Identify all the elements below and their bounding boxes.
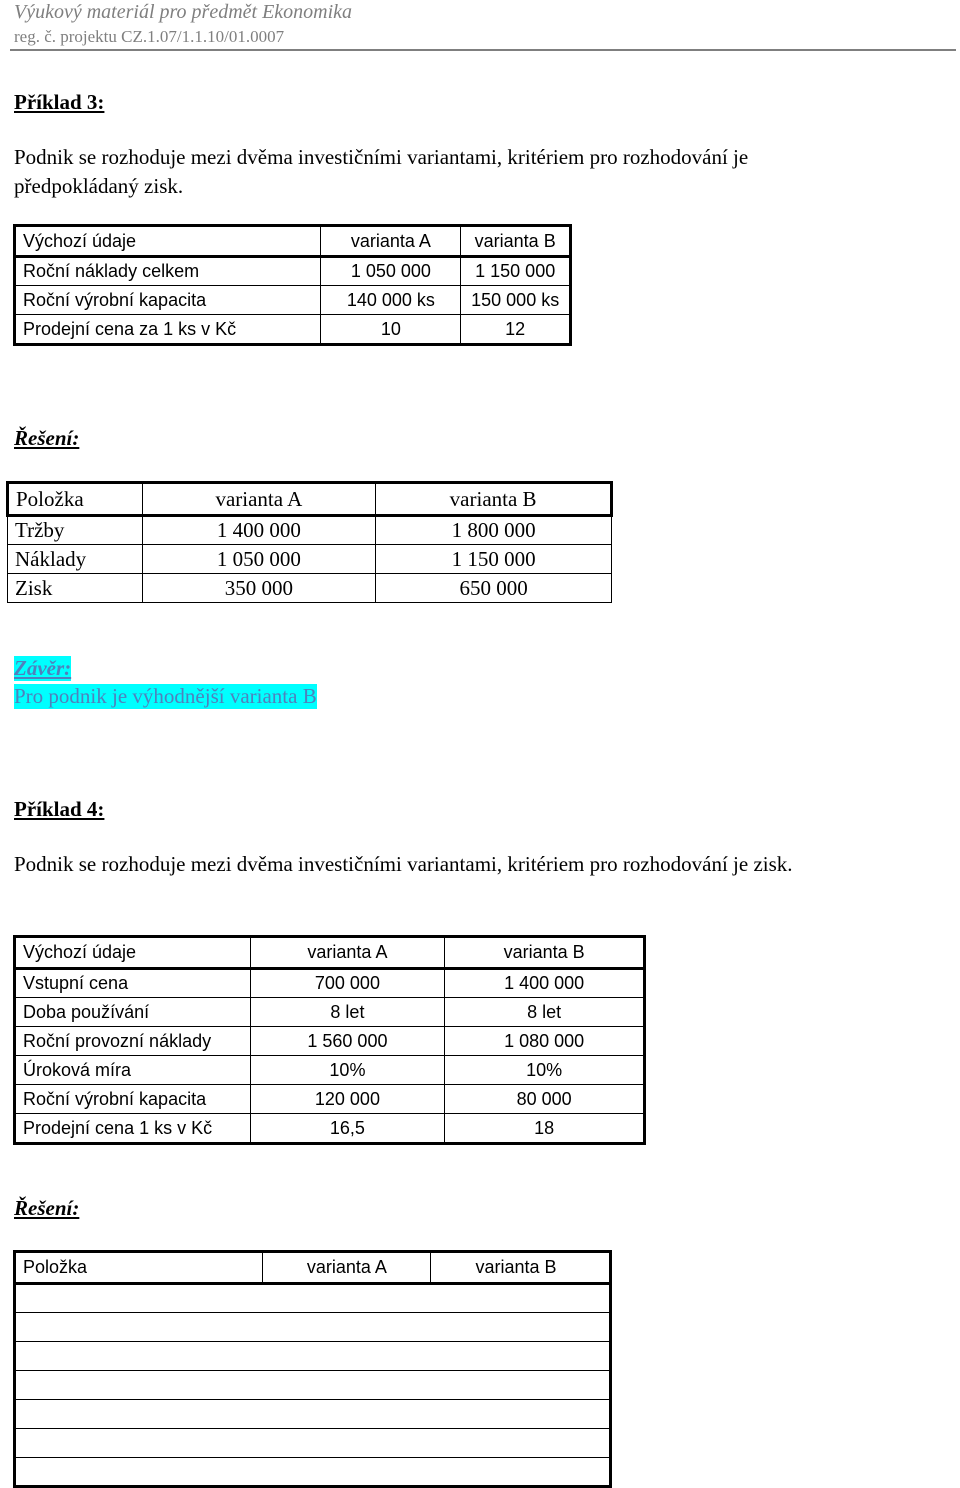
table-row (8, 574, 612, 603)
table-cell: 1 400 000 (142, 516, 376, 545)
empty-row-cell (15, 1429, 611, 1458)
table-header-cell: Položka (8, 483, 143, 516)
empty-row-cell (15, 1458, 611, 1487)
example-3-solution-heading: Řešení: (14, 426, 80, 450)
example-3-text-line-2: předpokládaný zisk. (14, 174, 184, 198)
table-row (15, 1429, 611, 1458)
table-cell: 80 000 (445, 1085, 645, 1114)
table-cell: 1 150 000 (461, 257, 571, 286)
table-header-cell: Položka (15, 1252, 263, 1284)
table-header-row (15, 937, 645, 969)
table-cell: 16,5 (250, 1114, 445, 1144)
header-divider (10, 49, 956, 51)
table-row (15, 1056, 645, 1085)
table-cell: Náklady (8, 545, 143, 574)
table-row (15, 1400, 611, 1429)
table-row (15, 315, 571, 345)
table-cell: Zisk (8, 574, 143, 603)
table-cell: 8 let (445, 998, 645, 1027)
empty-row-cell (15, 1313, 611, 1342)
table-cell: 10% (250, 1056, 445, 1085)
table-header-cell: varianta A (142, 483, 376, 516)
table-header-cell: Výchozí údaje (15, 226, 321, 257)
table-row (15, 286, 571, 315)
table-cell: 1 560 000 (250, 1027, 445, 1056)
table-row (15, 257, 571, 286)
table-cell: Doba používání (15, 998, 251, 1027)
empty-row-cell (15, 1342, 611, 1371)
table-cell: 1 400 000 (445, 969, 645, 998)
example-4-solution-heading: Řešení: (14, 1196, 80, 1220)
table-cell: Prodejní cena za 1 ks v Kč (15, 315, 321, 345)
table-cell: 10% (445, 1056, 645, 1085)
example-4-input-table (13, 935, 646, 1145)
example-4-heading: Příklad 4: (14, 797, 105, 821)
table-header-cell: Výchozí údaje (15, 937, 251, 969)
table-cell: 1 080 000 (445, 1027, 645, 1056)
example-3-text-line-1: Podnik se rozhoduje mezi dvěma investičními variantami, kritériem pro rozhodování je (14, 145, 749, 169)
empty-row-cell (15, 1284, 611, 1313)
table-cell: 8 let (250, 998, 445, 1027)
table-cell: Roční výrobní kapacita (15, 1085, 251, 1114)
example-3-input-table (13, 224, 572, 346)
table-row (15, 1458, 611, 1487)
empty-row-cell (15, 1400, 611, 1429)
table-header-row (8, 483, 612, 516)
table-header-cell: varianta B (445, 937, 645, 969)
table-cell: Vstupní cena (15, 969, 251, 998)
table-header-cell: varianta A (263, 1252, 431, 1284)
table-cell: Úroková míra (15, 1056, 251, 1085)
table-row (15, 1114, 645, 1144)
table-cell: Roční výrobní kapacita (15, 286, 321, 315)
table-row (15, 1085, 645, 1114)
table-cell: 1 150 000 (376, 545, 612, 574)
example-4-solution-table (13, 1250, 612, 1488)
table-row (8, 516, 612, 545)
table-header-cell: varianta B (376, 483, 612, 516)
table-cell: 700 000 (250, 969, 445, 998)
table-header-row (15, 1252, 611, 1284)
table-cell: 650 000 (376, 574, 612, 603)
table-cell: 18 (445, 1114, 645, 1144)
table-cell: 1 800 000 (376, 516, 612, 545)
table-row (15, 998, 645, 1027)
example-4-text: Podnik se rozhoduje mezi dvěma investičními variantami, kritériem pro rozhodování je zisk. (14, 852, 793, 876)
conclusion-heading: Závěr: (14, 656, 72, 680)
table-header-cell: varianta B (431, 1252, 611, 1284)
project-registration: reg. č. projektu CZ.1.07/1.1.10/01.0007 (14, 27, 285, 46)
table-cell: 1 050 000 (142, 545, 376, 574)
table-cell: Roční náklady celkem (15, 257, 321, 286)
table-row (15, 1313, 611, 1342)
table-cell: 350 000 (142, 574, 376, 603)
table-row (15, 1371, 611, 1400)
table-cell: 120 000 (250, 1085, 445, 1114)
table-cell: 150 000 ks (461, 286, 571, 315)
table-header-cell: varianta A (321, 226, 461, 257)
table-cell: Roční provozní náklady (15, 1027, 251, 1056)
table-cell: Prodejní cena 1 ks v Kč (15, 1114, 251, 1144)
table-cell: 12 (461, 315, 571, 345)
table-cell: 140 000 ks (321, 286, 461, 315)
example-3-heading: Příklad 3: (14, 90, 105, 114)
table-cell: 1 050 000 (321, 257, 461, 286)
conclusion-text: Pro podnik je výhodnější varianta B (14, 684, 317, 708)
table-cell: Tržby (8, 516, 143, 545)
table-row (8, 545, 612, 574)
document-title: Výukový materiál pro předmět Ekonomika (14, 1, 353, 23)
table-header-cell: varianta A (250, 937, 445, 969)
table-row (15, 1342, 611, 1371)
table-cell: 10 (321, 315, 461, 345)
empty-row-cell (15, 1371, 611, 1400)
table-header-row (15, 226, 571, 257)
table-header-cell: varianta B (461, 226, 571, 257)
table-row (15, 1284, 611, 1313)
table-row (15, 969, 645, 998)
table-row (15, 1027, 645, 1056)
example-3-solution-table (6, 481, 613, 603)
